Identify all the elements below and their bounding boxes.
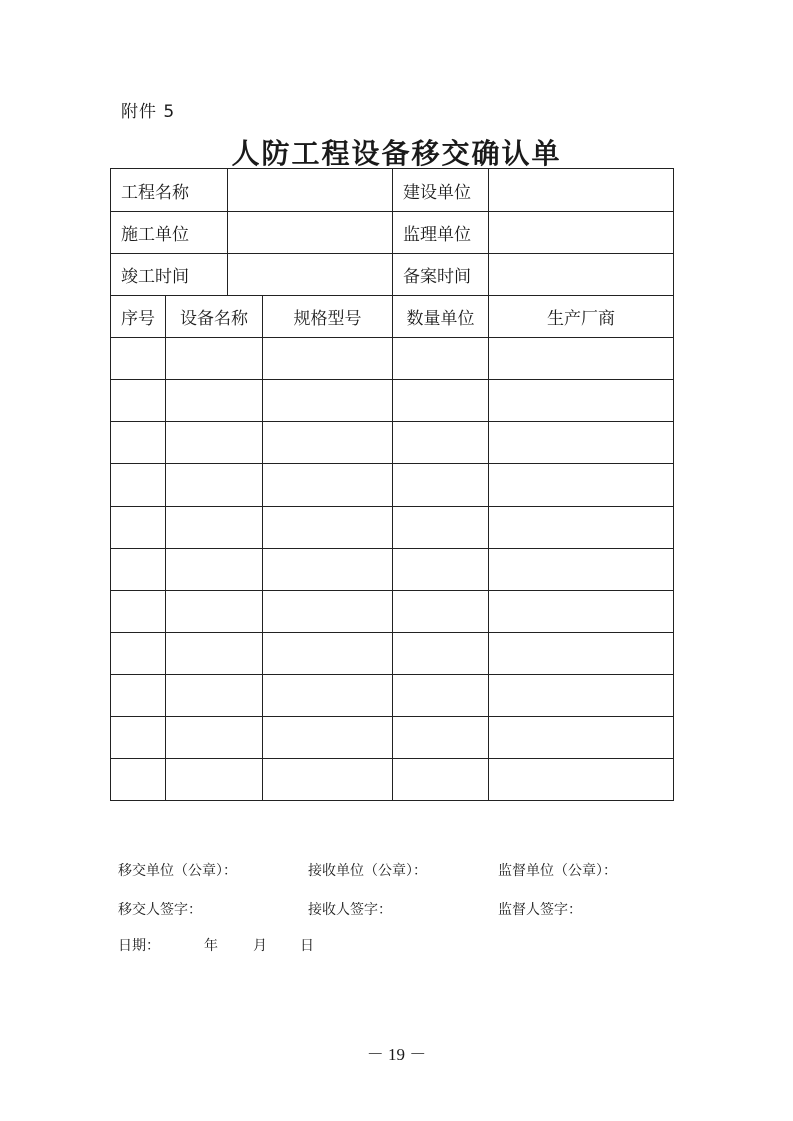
qty-cell[interactable] — [393, 548, 489, 590]
footer-date — [118, 935, 314, 955]
seq-cell[interactable] — [111, 338, 166, 380]
builder-unit-label: 施工单位 — [111, 212, 228, 254]
table-row — [111, 464, 674, 506]
seq-cell[interactable] — [111, 716, 166, 758]
spec-cell[interactable] — [263, 758, 393, 800]
equipment-name-cell[interactable] — [166, 338, 263, 380]
date-year-label: 年 — [204, 938, 218, 954]
seq-cell[interactable] — [111, 422, 166, 464]
attachment-label: 附件 5 — [121, 102, 176, 122]
header-qty-unit: 数量单位 — [393, 296, 489, 338]
project-name-label: 工程名称 — [111, 169, 228, 212]
table-row — [111, 506, 674, 548]
equipment-name-cell[interactable] — [166, 674, 263, 716]
manufacturer-cell[interactable] — [489, 632, 674, 674]
equipment-header-row — [111, 296, 674, 338]
equipment-name-cell[interactable] — [166, 716, 263, 758]
manufacturer-cell[interactable] — [489, 758, 674, 800]
equipment-handover-form — [110, 168, 674, 801]
table-row — [111, 590, 674, 632]
qty-cell[interactable] — [393, 632, 489, 674]
qty-cell[interactable] — [393, 338, 489, 380]
header-seq: 序号 — [111, 296, 166, 338]
footer-unit-stamps — [118, 860, 617, 880]
header-spec-model: 规格型号 — [263, 296, 393, 338]
construction-unit-field[interactable] — [489, 169, 674, 212]
completion-time-label: 竣工时间 — [111, 254, 228, 296]
manufacturer-cell[interactable] — [489, 674, 674, 716]
header-manufacturer: 生产厂商 — [489, 296, 674, 338]
qty-cell[interactable] — [393, 422, 489, 464]
equipment-name-cell[interactable] — [166, 422, 263, 464]
date-day-label: 日 — [300, 938, 314, 954]
qty-cell[interactable] — [393, 464, 489, 506]
spec-cell[interactable] — [263, 464, 393, 506]
supervision-unit-field[interactable] — [489, 212, 674, 254]
completion-time-field[interactable] — [228, 254, 393, 296]
date-label: 日期： — [118, 938, 160, 954]
equipment-name-cell[interactable] — [166, 464, 263, 506]
table-row — [111, 674, 674, 716]
info-row-dates — [111, 254, 674, 296]
document-title: 人防工程设备移交确认单 — [231, 137, 562, 170]
manufacturer-cell[interactable] — [489, 548, 674, 590]
page-number: － 19 － — [366, 1045, 427, 1064]
equipment-name-cell[interactable] — [166, 590, 263, 632]
table-row — [111, 758, 674, 800]
equipment-name-cell[interactable] — [166, 548, 263, 590]
spec-cell[interactable] — [263, 590, 393, 632]
seq-cell[interactable] — [111, 632, 166, 674]
spec-cell[interactable] — [263, 380, 393, 422]
qty-cell[interactable] — [393, 380, 489, 422]
spec-cell[interactable] — [263, 338, 393, 380]
spec-cell[interactable] — [263, 422, 393, 464]
header-equipment-name: 设备名称 — [166, 296, 263, 338]
equipment-name-cell[interactable] — [166, 506, 263, 548]
spec-cell[interactable] — [263, 632, 393, 674]
manufacturer-cell[interactable] — [489, 464, 674, 506]
footer-signatures — [118, 899, 582, 919]
spec-cell[interactable] — [263, 506, 393, 548]
table-row — [111, 422, 674, 464]
builder-unit-field[interactable] — [228, 212, 393, 254]
qty-cell[interactable] — [393, 674, 489, 716]
construction-unit-label: 建设单位 — [393, 169, 489, 212]
equipment-name-cell[interactable] — [166, 632, 263, 674]
seq-cell[interactable] — [111, 590, 166, 632]
seq-cell[interactable] — [111, 506, 166, 548]
manufacturer-cell[interactable] — [489, 338, 674, 380]
qty-cell[interactable] — [393, 506, 489, 548]
qty-cell[interactable] — [393, 758, 489, 800]
date-month-label: 月 — [253, 938, 267, 954]
supervision-unit-label: 监理单位 — [393, 212, 489, 254]
equipment-name-cell[interactable] — [166, 380, 263, 422]
table-row — [111, 380, 674, 422]
table-row — [111, 548, 674, 590]
seq-cell[interactable] — [111, 674, 166, 716]
handover-unit-stamp-label: 移交单位（公章）： — [118, 863, 237, 879]
table-row — [111, 632, 674, 674]
info-row-project — [111, 169, 674, 212]
qty-cell[interactable] — [393, 590, 489, 632]
seq-cell[interactable] — [111, 464, 166, 506]
manufacturer-cell[interactable] — [489, 380, 674, 422]
manufacturer-cell[interactable] — [489, 506, 674, 548]
receiving-signer-label: 接收人签字： — [308, 902, 392, 918]
receiving-unit-stamp-label: 接收单位（公章）： — [308, 863, 427, 879]
handover-signer-label: 移交人签字： — [118, 902, 202, 918]
supervising-unit-stamp-label: 监督单位（公章）： — [498, 863, 617, 879]
manufacturer-cell[interactable] — [489, 590, 674, 632]
info-row-builder — [111, 212, 674, 254]
seq-cell[interactable] — [111, 548, 166, 590]
project-name-field[interactable] — [228, 169, 393, 212]
qty-cell[interactable] — [393, 716, 489, 758]
filing-time-field[interactable] — [489, 254, 674, 296]
table-row — [111, 716, 674, 758]
manufacturer-cell[interactable] — [489, 422, 674, 464]
spec-cell[interactable] — [263, 716, 393, 758]
manufacturer-cell[interactable] — [489, 716, 674, 758]
spec-cell[interactable] — [263, 674, 393, 716]
spec-cell[interactable] — [263, 548, 393, 590]
supervising-signer-label: 监督人签字： — [498, 902, 582, 918]
equipment-name-cell[interactable] — [166, 758, 263, 800]
filing-time-label: 备案时间 — [393, 254, 489, 296]
seq-cell[interactable] — [111, 380, 166, 422]
table-row — [111, 338, 674, 380]
seq-cell[interactable] — [111, 758, 166, 800]
